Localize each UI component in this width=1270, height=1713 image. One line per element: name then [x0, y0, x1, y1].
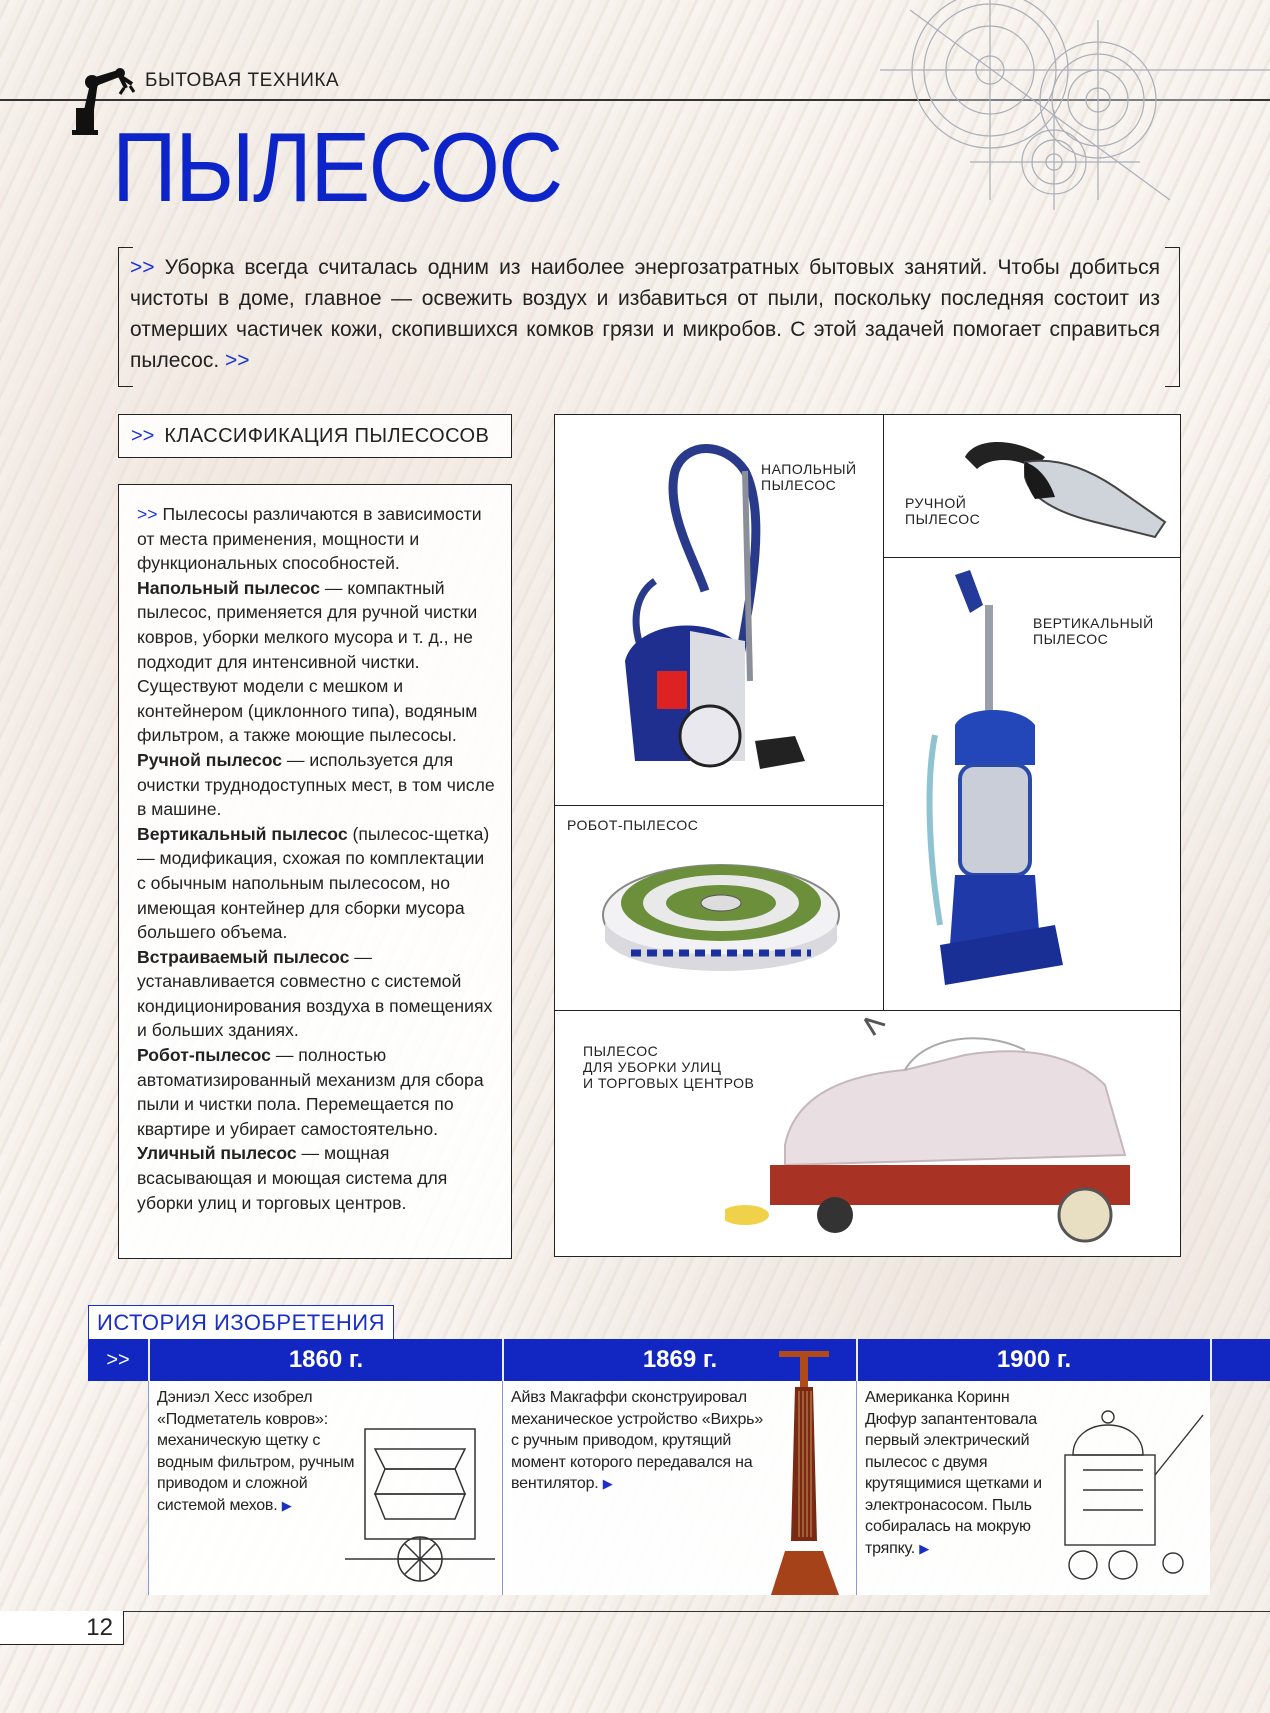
year-label: 1860 г. — [288, 1346, 364, 1373]
item-text: — устанавливается совместно с системой кондиционирования воздуха в помещениях и больших зданиях. — [137, 946, 493, 1041]
year-label: 1869 г. — [642, 1346, 718, 1373]
carpet-sweeper-drawing — [345, 1419, 495, 1589]
handheld-vacuum-image — [955, 427, 1175, 552]
grid-divider — [883, 557, 1180, 558]
classification-item — [137, 822, 497, 945]
history-entry-body: Дэниэл Хесс изобрел «Подметатель ковров»: механическую щетку с водным фильтром, ручным приводом и сложной системой мехов. — [157, 1389, 355, 1514]
item-text: — полностью автоматизированный механизм для сбора пыли и чистки пола. Перемещается по квартире и убирает самостоятельно. — [137, 1045, 484, 1139]
history-year-bar — [88, 1339, 1270, 1381]
classification-item — [137, 945, 497, 1043]
caption-street-vacuum: ПЫЛЕСОС ДЛЯ УБОРКИ УЛИЦ И ТОРГОВЫХ ЦЕНТРОВ — [583, 1043, 755, 1091]
vacuum-gallery — [554, 414, 1181, 1257]
caption-handheld-vacuum: РУЧНОЙ ПЫЛЕСОС — [905, 495, 981, 527]
item-term: Напольный пылесос — [137, 577, 321, 598]
arrow-marker-icon: >> — [225, 349, 250, 372]
item-text: (пылесос-щетка) — модификация, схожая по комплектации с обычным напольным пылесосом, но имеющая контейнер для сборки мусора большего объема. — [137, 823, 490, 943]
classification-item — [137, 1141, 497, 1215]
history-entry-body: Айвз Макгаффи сконструировал механическое устройство «Вихрь» с ручным приводом, крутящий момент которого передавался на вентилятор. — [511, 1389, 764, 1492]
year-separator — [1210, 1339, 1212, 1381]
robot-vacuum-image — [591, 845, 851, 995]
classification-heading — [118, 414, 512, 458]
item-text: — используется для очистки труднодоступных мест, в том числе в машине. — [137, 749, 495, 820]
play-triangle-icon[interactable]: ▶ — [602, 1476, 613, 1491]
arrow-marker-icon: >> — [106, 1349, 130, 1371]
caption-robot-vacuum: РОБОТ-ПЫЛЕСОС — [567, 817, 699, 833]
caption-upright-vacuum: ВЕРТИКАЛЬНЫЙ ПЫЛЕСОС — [1033, 615, 1154, 647]
electric-vacuum-drawing — [1043, 1395, 1209, 1587]
history-entry-text — [157, 1387, 367, 1516]
play-triangle-icon[interactable]: ▶ — [281, 1497, 292, 1513]
arrow-marker-icon: >> — [137, 504, 158, 524]
bracket-right — [1165, 247, 1180, 387]
item-term: Вертикальный пылесос — [137, 823, 348, 844]
caption-floor-vacuum: НАПОЛЬНЫЙ ПЫЛЕСОС — [761, 461, 857, 493]
arrow-marker-icon: >> — [131, 424, 155, 447]
classification-intro — [137, 502, 497, 576]
page-title: ПЫЛЕСОС — [112, 112, 562, 222]
grid-divider — [883, 415, 884, 1010]
intro-text-block — [130, 252, 1160, 376]
classification-title: КЛАССИФИКАЦИЯ ПЫЛЕСОСОВ — [164, 424, 490, 447]
classification-item — [137, 1043, 497, 1141]
item-term: Встраиваемый пылесос — [137, 946, 350, 967]
history-tab: ИСТОРИЯ ИЗОБРЕТЕНИЯ — [88, 1305, 394, 1340]
year-label: 1900 г. — [996, 1346, 1072, 1373]
footer-rule — [0, 1611, 1270, 1612]
intro-text: Уборка всегда считалась одним из наиболее энергозатратных бытовых занятий. Чтобы добиться чистоты в доме, главное — освежить воздух и избавиться от пыли, поскольку последняя состоит из отмерших частичек кожи, скопившихся комков грязи и микробов. С этой задачей помогает справиться пылесос. — [130, 256, 1160, 372]
item-text: — мощная всасывающая и моющая система для уборки улиц и торговых центров. — [137, 1143, 448, 1213]
arrow-marker-icon: >> — [130, 256, 155, 279]
item-term: Ручной пылесос — [137, 749, 283, 770]
history-entry-text — [511, 1387, 771, 1495]
whirlwind-device-image — [765, 1351, 845, 1595]
floor-vacuum-image — [595, 431, 835, 801]
item-text: — компактный пылесос, применяется для ручной чистки ковров, уборки мелкого мусора и т. д., не подходит для интенсивной чистки. Существуют модели с мешком и контейнером (циклонного типа), водяным фильтром, а также моющие пылесосы. — [137, 577, 478, 746]
classification-intro-text: Пылесосы различаются в зависимости от места применения, мощности и функциональных способностей. — [137, 504, 482, 574]
classification-item — [137, 576, 497, 748]
play-triangle-icon[interactable]: ▶ — [919, 1540, 930, 1556]
classification-description — [118, 484, 512, 1259]
history-entry-body: Американка Коринн Дюфур запантентовала первый электрический пылесос с двумя крутящимися щетками и электронасосом. Пыль собиралась на мокрую тряпку. — [865, 1389, 1042, 1557]
history-entry-1869 — [502, 1381, 856, 1595]
street-vacuum-image — [725, 1015, 1175, 1255]
history-entry-text — [865, 1387, 1055, 1559]
classification-item — [137, 748, 497, 822]
history-entry-1900 — [856, 1381, 1210, 1595]
section-label: БЫТОВАЯ ТЕХНИКА — [145, 70, 340, 91]
grid-divider — [555, 1010, 1180, 1011]
item-term: Уличный пылесос — [137, 1143, 297, 1164]
gears-decoration-icon — [870, 0, 1270, 210]
page-number: 12 — [0, 1611, 124, 1645]
grid-divider — [555, 805, 883, 806]
item-term: Робот-пылесос — [137, 1045, 271, 1066]
upright-vacuum-image — [925, 565, 1065, 1005]
history-entry-1860 — [148, 1381, 502, 1595]
intro-box — [118, 247, 1180, 385]
